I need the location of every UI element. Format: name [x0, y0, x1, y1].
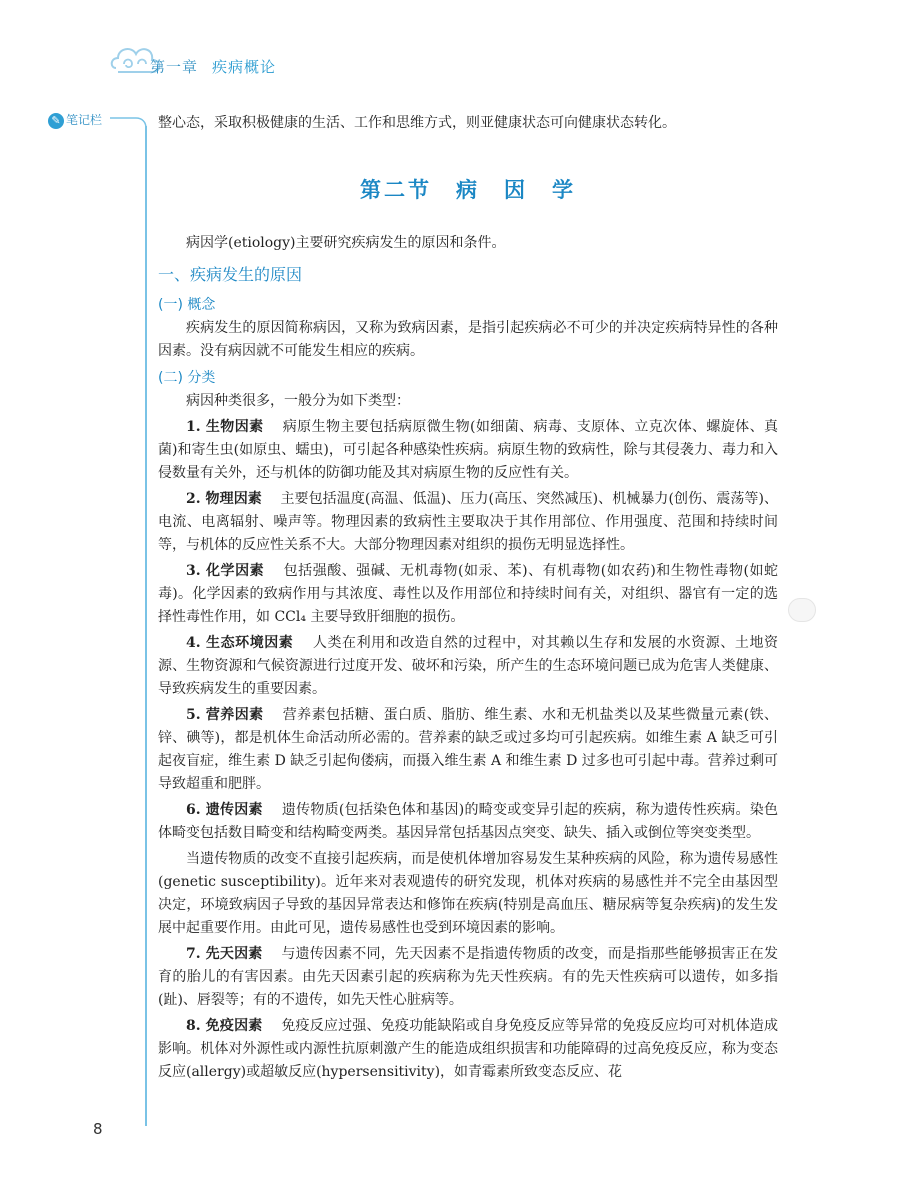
classification-intro: 病因种类很多，一般分为如下类型： — [186, 393, 410, 409]
section-intro: 病因学(etiology)主要研究疾病发生的原因和条件。 — [186, 235, 506, 251]
notes-column-label — [48, 111, 102, 129]
pencil-icon: ✎ — [48, 113, 64, 129]
cause-item: 5. 营养因素 营养素包括糖、蛋白质、脂肪、维生素、水和无机盐类以及某些微量元素(铁、锌、碘等)，都是机体生命活动所必需的。营养素的缺乏或过多均可引起疾病。如维生素 A 缺乏可引起夜盲症，维生素 D 缺乏引起佝偻病，而摄入维生素 A 和维生素 D 过多也可引起中毒。营养过剩可导致超重和肥胖。 — [158, 707, 778, 792]
cause-item: 7. 先天因素 与遗传因素不同，先天因素不是指遗传物质的改变，而是指那些能够损害正在发育的胎儿的有害因素。由先天因素引起的疾病称为先天性疾病。有的先天性疾病可以遗传，如多指(趾)、唇裂等；有的不遗传，如先天性心脏病等。 — [158, 946, 778, 1008]
intro-paragraph: 整心态，采取积极健康的生活、工作和思维方式，则亚健康状态可向健康状态转化。 — [158, 115, 676, 131]
notes-label-text: 笔记栏 — [66, 113, 103, 127]
heading-causes: 一、疾病发生的原因 — [158, 265, 303, 284]
subheading-classification: (二) 分类 — [158, 370, 216, 386]
cause-item: 2. 物理因素 主要包括温度(高温、低温)、压力(高压、突然减压)、机械暴力(创伤、震荡等)、电流、电离辐射、噪声等。物理因素的致病性主要取决于其作用部位、作用强度、范围和持续时间等，与机体的反应性关系不大。大部分物理因素对组织的损伤无明显选择性。 — [158, 491, 778, 553]
chapter-label — [150, 56, 276, 77]
notes-column-line — [145, 126, 147, 1126]
genetic-susceptibility-paragraph: 当遗传物质的改变不直接引起疾病，而是使机体增加容易发生某种疾病的风险，称为遗传易感性(genetic susceptibility)。近年来对表观遗传的研究发现，机体对疾病的易感性并不完全由基因型决定，环境致病因子导致的基因异常表达和修饰在疾病(特别是高血压、糖尿病等复杂疾病)的发生发展中起重要作用。由此可见，遗传易感性也受到环境因素的影响。 — [158, 851, 778, 936]
cause-item: 3. 化学因素 包括强酸、强碱、无机毒物(如汞、苯)、有机毒物(如农药)和生物性毒物(如蛇毒)。化学因素的致病作用与其浓度、毒性以及作用部位和持续时间有关，对组织、器官有一定的选择性毒性作用，如 CCl₄ 主要导致肝细胞的损伤。 — [158, 563, 778, 625]
page-number: 8 — [93, 1120, 103, 1138]
cause-item: 4. 生态环境因素 人类在利用和改造自然的过程中，对其赖以生存和发展的水资源、土地资源、生物资源和气候资源进行过度开发、破坏和污染，所产生的生态环境问题已成为危害人类健康、导致疾病发生的重要因素。 — [158, 635, 779, 697]
chapter-title: 疾病概论 — [212, 58, 277, 76]
subheading-concept: (一) 概念 — [158, 297, 216, 313]
cause-item: 8. 免疫因素 免疫反应过强、免疫功能缺陷或自身免疫反应等异常的免疫反应均可对机体造成影响。机体对外源性或内源性抗原刺激产生的能造成组织损害和功能障碍的过高免疫反应，称为变态反应(allergy)或超敏反应(hypersensitivity)，如青霉素所致变态反应、花 — [158, 1018, 778, 1080]
notes-column-divider — [110, 108, 150, 138]
side-tab-mark — [788, 598, 816, 622]
concept-paragraph: 疾病发生的原因简称病因，又称为致病因素，是指引起疾病必不可少的并决定疾病特异性的各种因素。没有病因就不可能发生相应的疾病。 — [158, 320, 778, 359]
cause-item: 6. 遗传因素 遗传物质(包括染色体和基因)的畸变或变异引起的疾病，称为遗传性疾病。染色体畸变包括数目畸变和结构畸变两类。基因异常包括基因点突变、缺失、插入或倒位等突变类型。 — [158, 802, 779, 841]
chapter-number: 第一章 — [150, 58, 199, 76]
cause-item: 1. 生物因素 病原生物主要包括病原微生物(如细菌、病毒、支原体、立克次体、螺旋体、真菌)和寄生虫(如原虫、蠕虫)，可引起各种感染性疾病。病原生物的致病性，除与其侵袭力、毒力和入侵数量有关外，还与机体的防御功能及其对病原生物的反应性有关。 — [158, 419, 778, 481]
section-title: 第二节 病 因 学 — [360, 178, 576, 202]
page-body — [158, 112, 778, 1084]
